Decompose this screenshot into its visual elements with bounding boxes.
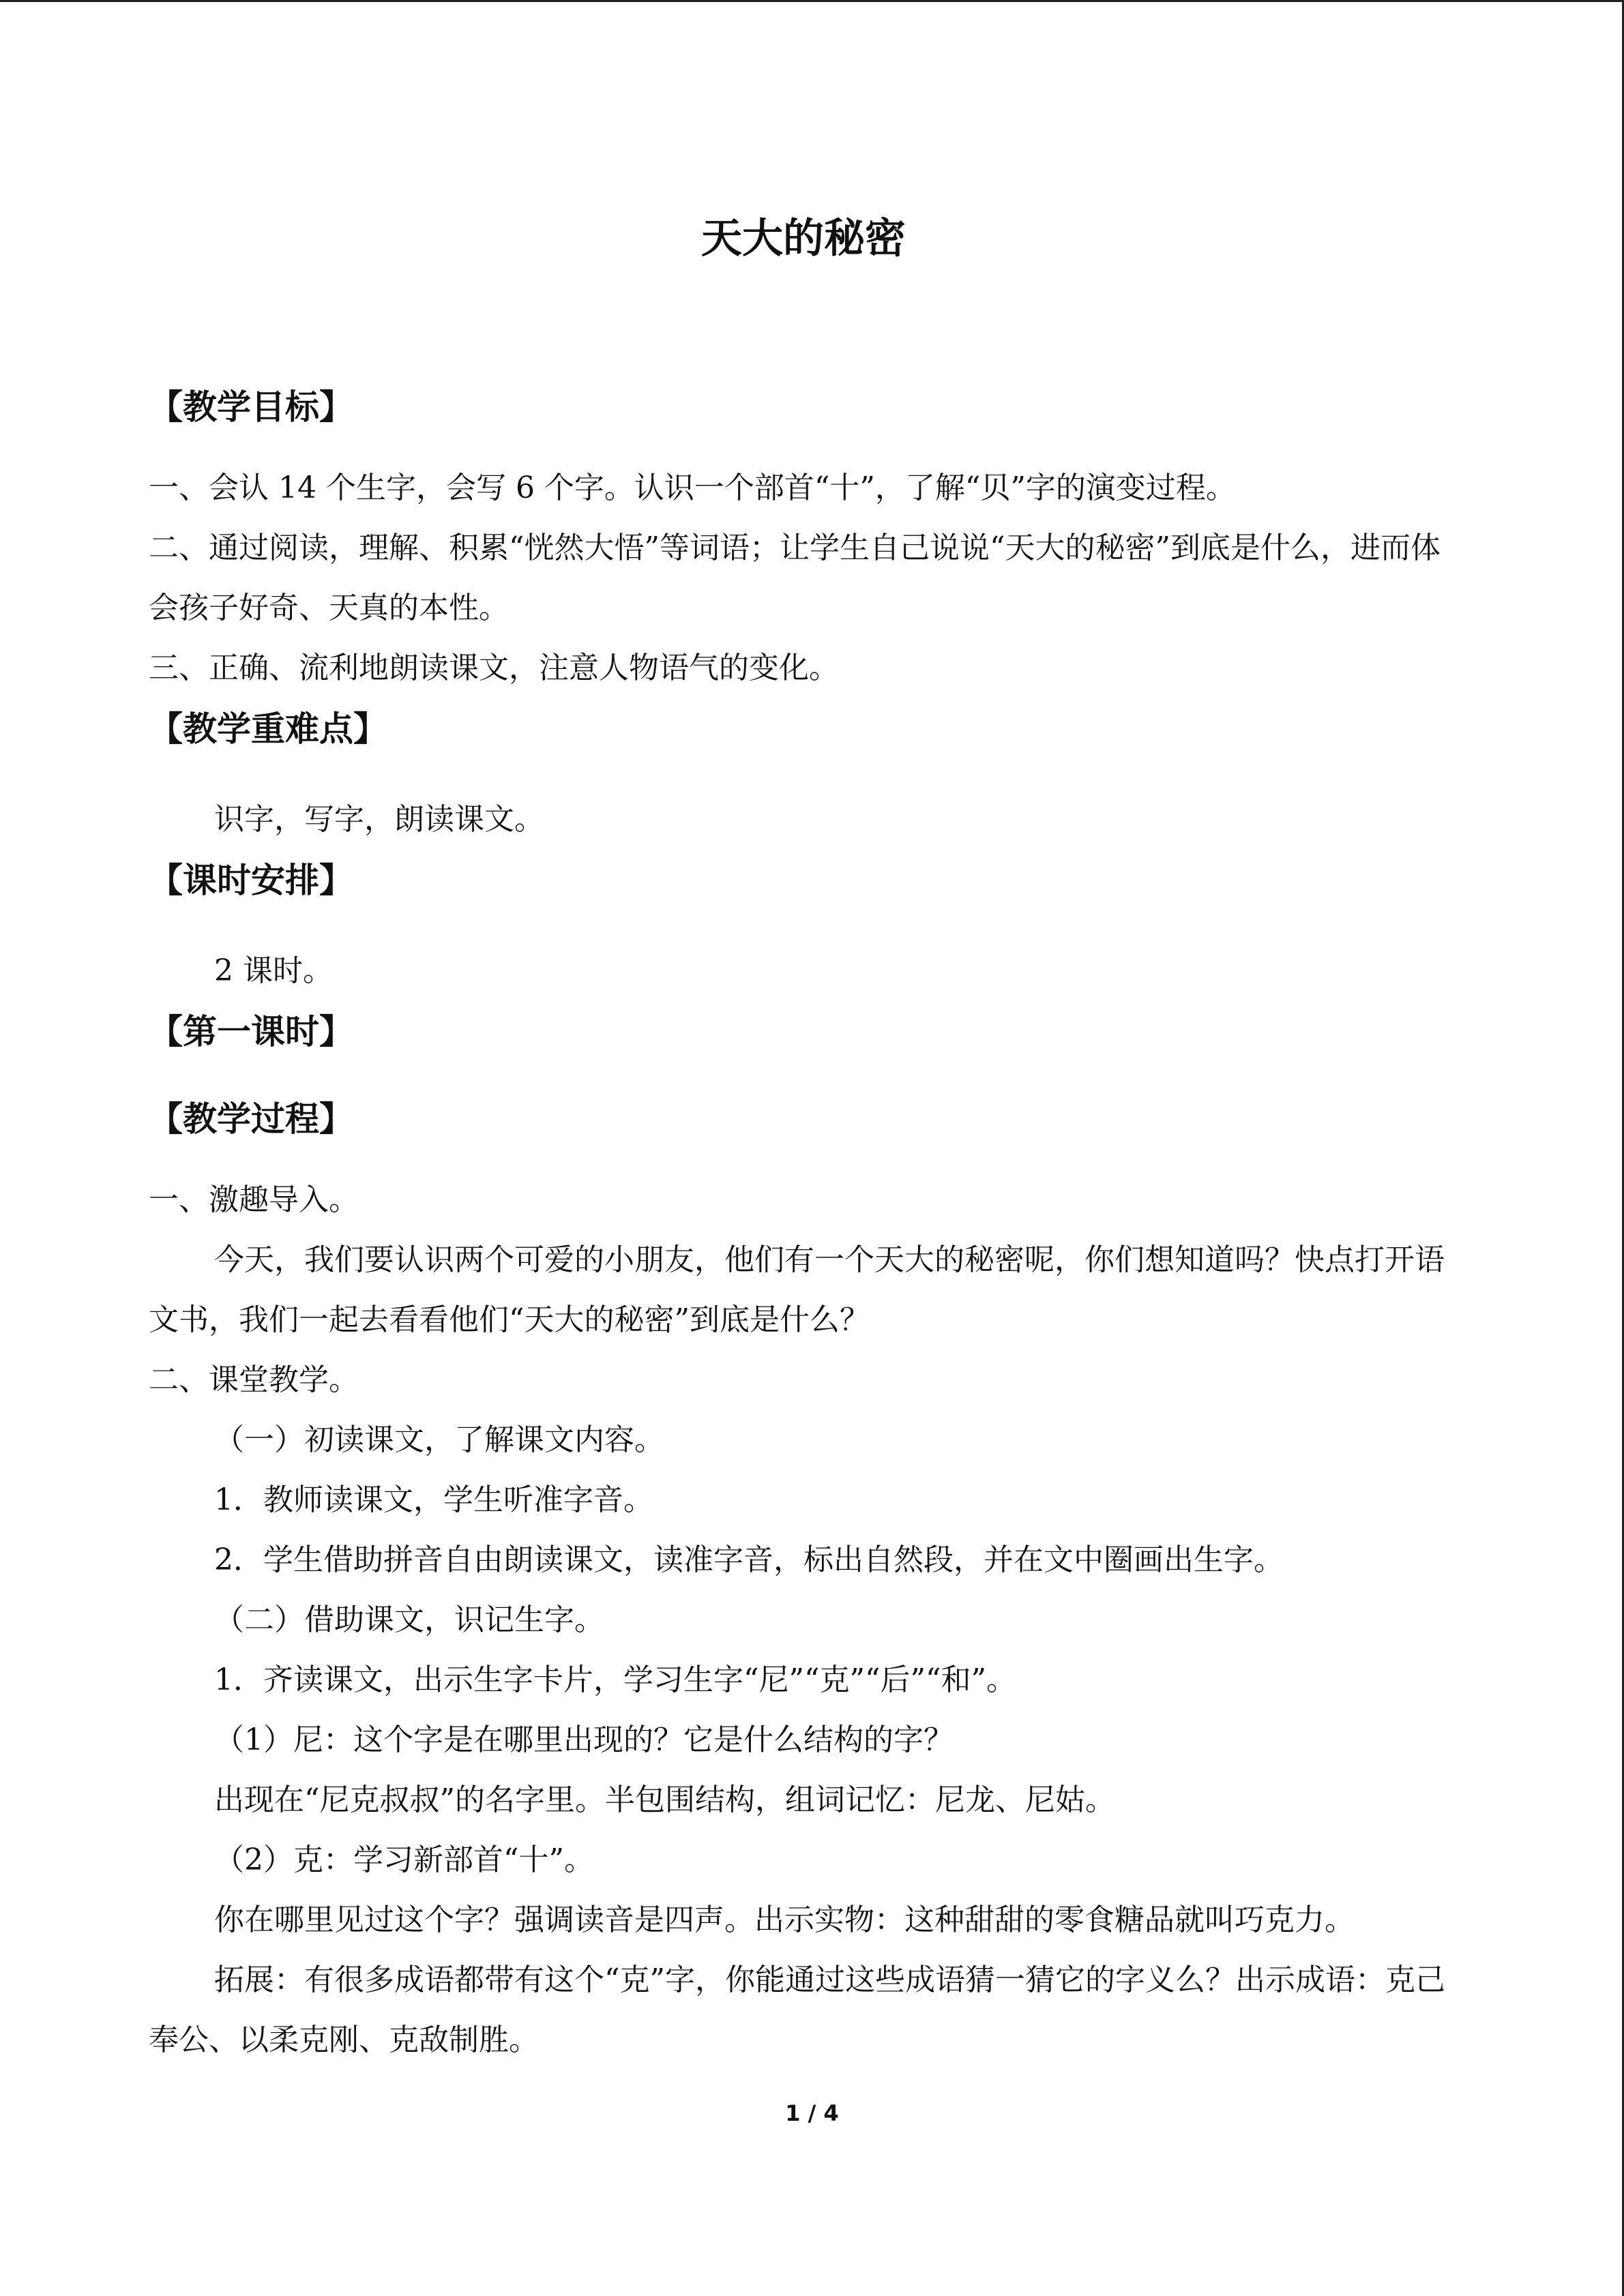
page-number: 1 / 4 <box>785 2100 839 2126</box>
process-item: 1．教师读课文，学生听准字音。 <box>214 1482 653 1517</box>
process-step: 二、课堂教学。 <box>149 1362 359 1397</box>
schedule-text: 2 课时。 <box>214 953 333 988</box>
process-paragraph: 今天，我们要认识两个可爱的小朋友，他们有一个天大的秘密呢，你们想知道吗？快点打开语文书，我们一起去看看他们“天大的秘密”到底是什么？ <box>149 1242 1445 1337</box>
document-body <box>149 205 1458 2070</box>
process-paragraph: 你在哪里见过这个字？强调读音是四声。出示实物：这种甜甜的零食糖品就叫巧克力。 <box>214 1903 1355 1937</box>
process-item: 1．齐读课文，出示生字卡片，学习生字“尼”“克”“后”“和”。 <box>214 1663 1016 1697</box>
goals-heading: 【教学目标】 <box>149 387 353 427</box>
process-item: （1）尼：这个字是在哪里出现的？它是什么结构的字？ <box>214 1723 954 1757</box>
document-title: 天大的秘密 <box>701 215 906 263</box>
process-subheading: （二）借助课文，识记生字。 <box>214 1602 604 1637</box>
goal-item: 三、正确、流利地朗读课文，注意人物语气的变化。 <box>149 651 839 685</box>
process-paragraph: 拓展：有很多成语都带有这个“克”字，你能通过这些成语猜一猜它的字义么？出示成语：克己奉公、以柔克刚、克敌制胜。 <box>149 1963 1445 2057</box>
goal-item: 二、通过阅读，理解、积累“恍然大悟”等词语；让学生自己说说“天大的秘密”到底是什么，进而体会孩子好奇、天真的本性。 <box>149 531 1441 625</box>
process-item: （2）克：学习新部首“十”。 <box>214 1843 594 1877</box>
key-points-text: 识字，写字，朗读课文。 <box>214 802 544 837</box>
process-item: 2．学生借助拼音自由朗读课文，读准字音，标出自然段，并在文中圈画出生字。 <box>214 1542 1284 1577</box>
process-heading: 【教学过程】 <box>149 1099 353 1139</box>
process-paragraph: 出现在“尼克叔叔”的名字里。半包围结构，组词记忆：尼龙、尼姑。 <box>214 1783 1115 1817</box>
key-points-heading: 【教学重难点】 <box>149 709 387 749</box>
process-step: 一、激趣导入。 <box>149 1182 359 1217</box>
lesson1-heading: 【第一课时】 <box>149 1012 353 1052</box>
page-border-top <box>0 0 1624 2</box>
schedule-heading: 【课时安排】 <box>149 861 353 900</box>
goal-item: 一、会认 14 个生字，会写 6 个字。认识一个部首“十”，了解“贝”字的演变过程。 <box>149 471 1236 505</box>
process-subheading: （一）初读课文，了解课文内容。 <box>214 1422 664 1457</box>
